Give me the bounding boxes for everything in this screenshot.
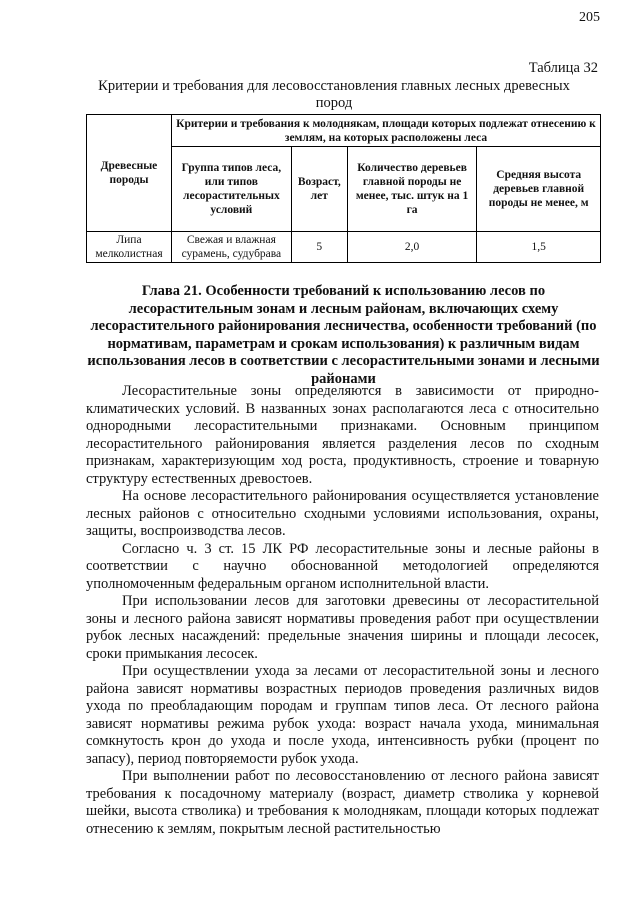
header-age: Возраст, лет — [291, 147, 347, 232]
body-text — [86, 383, 599, 838]
table-label: Таблица 32 — [528, 60, 598, 76]
header-forest-type: Группа типов леса, или типов лесорастительных условий — [171, 147, 291, 232]
cell-forest-type: Свежая и влажная сурамень, судубрава — [171, 232, 291, 263]
header-species: Древесные породы — [87, 115, 172, 232]
table-title: Критерии и требования для лесовосстановления главных лесных древесных пород — [98, 78, 570, 111]
paragraph: Лесорастительные зоны определяются в зависимости от природно-климатических условий. В названных зонах располагаются леса с относительно однородными лесорастительными признаками. Основным принципом лесорастительного районирования является разделения лесов по сходным признакам, характеризующим ход роста, продуктивность, строение и товарную структуру естественных древостоев. — [86, 383, 599, 487]
cell-species: Липа мелколистная — [87, 232, 172, 263]
page-number: 205 — [579, 10, 600, 25]
header-group: Критерии и требования к молоднякам, площади которых подлежат отнесению к землям, на которых расположены леса — [171, 115, 600, 147]
table-row — [87, 232, 601, 263]
paragraph: При осуществлении ухода за лесами от лесорастительной зоны и лесного района зависят нормативы возрастных периодов проведения различных видов ухода по преобладающим породам и группам типов леса. От лесного района зависят нормативы режима рубок ухода: возраст начала ухода, минимальная сомкнутость крон до ухода и после ухода, интенсивность рубки (процент по запасу), период повторяемости рубок ухода. — [86, 663, 599, 767]
paragraph: При выполнении работ по лесовосстановлению от лесного района зависят требования к посадочному материалу (возраст, диаметр стволика у корневой шейки, высота стволика) и требования к молоднякам, площади которых подлежат отнесению к землям, покрытым лесной растительностью — [86, 768, 599, 837]
paragraph: Согласно ч. 3 ст. 15 ЛК РФ лесорастительные зоны и лесные районы в соответствии с научно обоснованной методологией определяются уполномоченным федеральным органом исполнительной власти. — [86, 540, 599, 592]
paragraph: При использовании лесов для заготовки древесины от лесорастительной зоны и лесного района зависят нормативы проведения работ при осуществлении рубок лесных насаждений: предельные значения ширины и площади лесосек, сроки примыкания лесосек. — [86, 593, 599, 662]
cell-count: 2,0 — [347, 232, 477, 263]
header-height: Средняя высота деревьев главной породы не менее, м — [477, 147, 601, 232]
cell-height: 1,5 — [477, 232, 601, 263]
criteria-table — [86, 114, 601, 263]
chapter-title: Глава 21. Особенности требований к использованию лесов по лесорастительным зонам и лесным районам, включающих схему лесорастительного районирования лесничества, особенности требований (по нормативам, параметрам и срокам использования) к различным видам использования лесов в соответствии с лесорастительными зонами и лесными районами — [87, 283, 600, 387]
cell-age: 5 — [291, 232, 347, 263]
header-count: Количество деревьев главной породы не менее, тыс. штук на 1 га — [347, 147, 477, 232]
paragraph: На основе лесорастительного районирования осуществляется установление лесных районов с относительно сходными условиями использования, охраны, защиты, воспроизводства лесов. — [86, 488, 599, 539]
